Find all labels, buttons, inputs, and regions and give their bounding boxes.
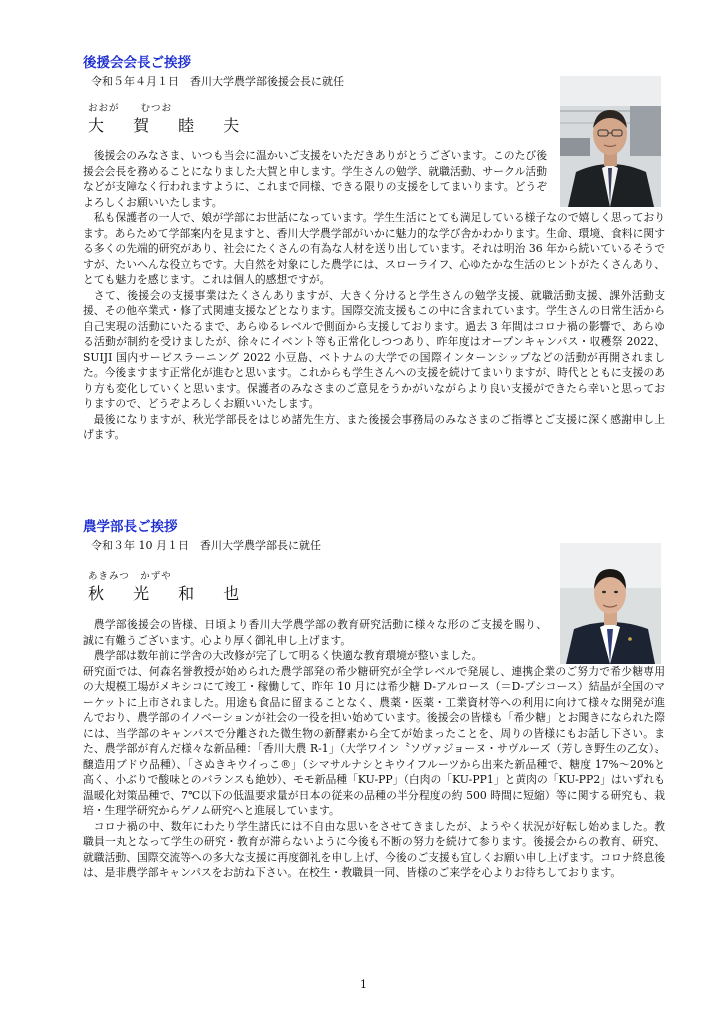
dean-heading: 農学部長ご挨拶 (83, 519, 178, 535)
president-portrait-photo (560, 76, 661, 207)
dean-portrait-photo (560, 543, 661, 664)
dean-paragraph: 研究面では、何森名誉教授が始められた農学部発の希少糖研究が全学レベルで発展し、連携企業のご努力で希少糖専用の大規模工場がメキシコにて竣工・稼働して、昨年 10 月には希少糖 D-アルロース（＝D-プシコース）結晶が全国のマーケットに上市されました。用途も食品に留まることなく、農薬・医薬・工業資材等への利用に向けて様々な開発が進んでおり、農学部のイノベーションが社会の一役を担い始めています。後援会の皆様も「希少糖」とお聞きになられた際には、当学部のキャンパスで分離された微生物の新酵素から全てが始まったことを、周りの皆様にもお話し下さい。また、農学部が育んだ様々な新品種：「香川大農 R-1」（大学ワイン〝ソヴァジョーヌ・サヴルーズ（芳しき野生の乙女）〟醸造用ブドウ品種）、「さぬきキウイっこ®」（シマサルナシとキウイフルーツから出来た新品種で、糖度 17%〜20%と高く、小ぶりで酸味とのバランスも絶妙）、モモ新品種「KU-PP」（白肉の「KU-PP1」と黄肉の「KU-PP2」はいずれも温暖化対策品種で、7℃以下の低温要求量が日本の従来の品種の半分程度の約 500 時間に短縮）等に関する研究も、栽培・生理学研究からゲノム研究へと進展しています。 (83, 664, 665, 817)
supporters-paragraph: さて、後援会の支援事業はたくさんありますが、大きく分けると学生さんの勉学支援、就職活動支援、課外活動支援、その他卒業式・修了式関連支援などとなります。国際交流支援もこの中に含まれています。学生さんの日常生活から自己実現の活動にいたるまで、あらゆるレベルで側面から支援しております。過去 3 年間はコロナ禍の影響で、あらゆる活動が制約を受けましたが、徐々にイベント等も正常化しつつあり、昨年度はオープンキャンパス・収穫祭 2022、SUIJI 国内サービスラーニング 2022 小豆島、ベトナムの大学での国際インターンシップなどの活動が再開されました。今後ますます正常化が進むと思います。これからも学生さんへの支援を続けてまいりますが、時代とともに支援のあり方も変化していくと思います。保護者のみなさまのご意見をうかがいながらより良い支援ができたら幸いと思っておりますので、どうぞよろしくお願いいたします。 (83, 288, 665, 410)
supporters-dateline: 令和５年４月１日 香川大学農学部後援会長に就任 (91, 75, 344, 88)
dean-paragraph: コロナ禍の中、数年にわたり学生諸氏には不自由な思いをさせてきましたが、ようやく状況が好転し始めました。教職員一丸となって学生の研究・教育が滞らないように今後も不断の努力を続けて参ります。後援会からの教育、研究、就職活動、国際交流等への多大な支援に再度御礼を申し上げ、今後のご支援も宜しくお願い申し上げます。コロナ終息後は、是非農学部キャンパスをお訪ね下さい。在校生・教職員一同、皆様のご来学を心よりお待ちしております。 (83, 819, 665, 879)
dean-furigana: あきみつ かずや (88, 571, 172, 582)
supporters-paragraph: 私も保護者の一人で、娘が学部にお世話になっています。学生生活にとても満足している様子なので嬉しく思っております。あらためて学部案内を見ますと、香川大学農学部がいかに魅力的な学び舎かわかります。生命、環境、食料に関する多くの先端的研究があり、社会にたくさんの有為な人材を送り出しています。それは明治 36 年から続いているそうですが、たいへんな役立ちです。大自然を対象にした農学には、スローライフ、心ゆたかな生活のヒントがたくさんあり、とても魅力を感じます。これは個人的感想ですが。 (83, 211, 665, 286)
supporters-furigana: おおが むつお (88, 103, 173, 114)
supporters-paragraph: 最後になりますが、秋光学部長をはじめ諸先生方、また後援会事務局のみなさまのご指導とご支援に深く感謝申し上げます。 (83, 412, 665, 441)
dean-dateline: 令和３年 10 月１日 香川大学農学部長に就任 (91, 539, 321, 552)
supporters-heading: 後援会会長ご挨拶 (83, 55, 191, 71)
dean-name: 秋 光 和 也 (88, 584, 252, 603)
supporters-name: 大 賀 睦 夫 (88, 116, 252, 135)
dean-paragraph: 農学部は数年前に学舎の大改修が完了して明るく快適な教育環境が整いました。 (93, 649, 483, 662)
page-number: 1 (360, 978, 367, 991)
dean-paragraph: 農学部後援会の皆様、日頃より香川大学農学部の教育研究活動に様々な形のご支援を賜り、誠に有難うございます。心より厚く御礼申し上げます。 (83, 618, 547, 647)
supporters-paragraph: 後援会のみなさま、いつも当会に温かいご支援をいただきありがとうございます。このたび後援会会長を務めることになりました大賀と申します。学生さんの勉学、就職活動、サークル活動などが支障なく行われますように、これまで同様、できる限りの支援をしてまいります。どうぞよろしくお願いいたします。 (83, 149, 547, 209)
